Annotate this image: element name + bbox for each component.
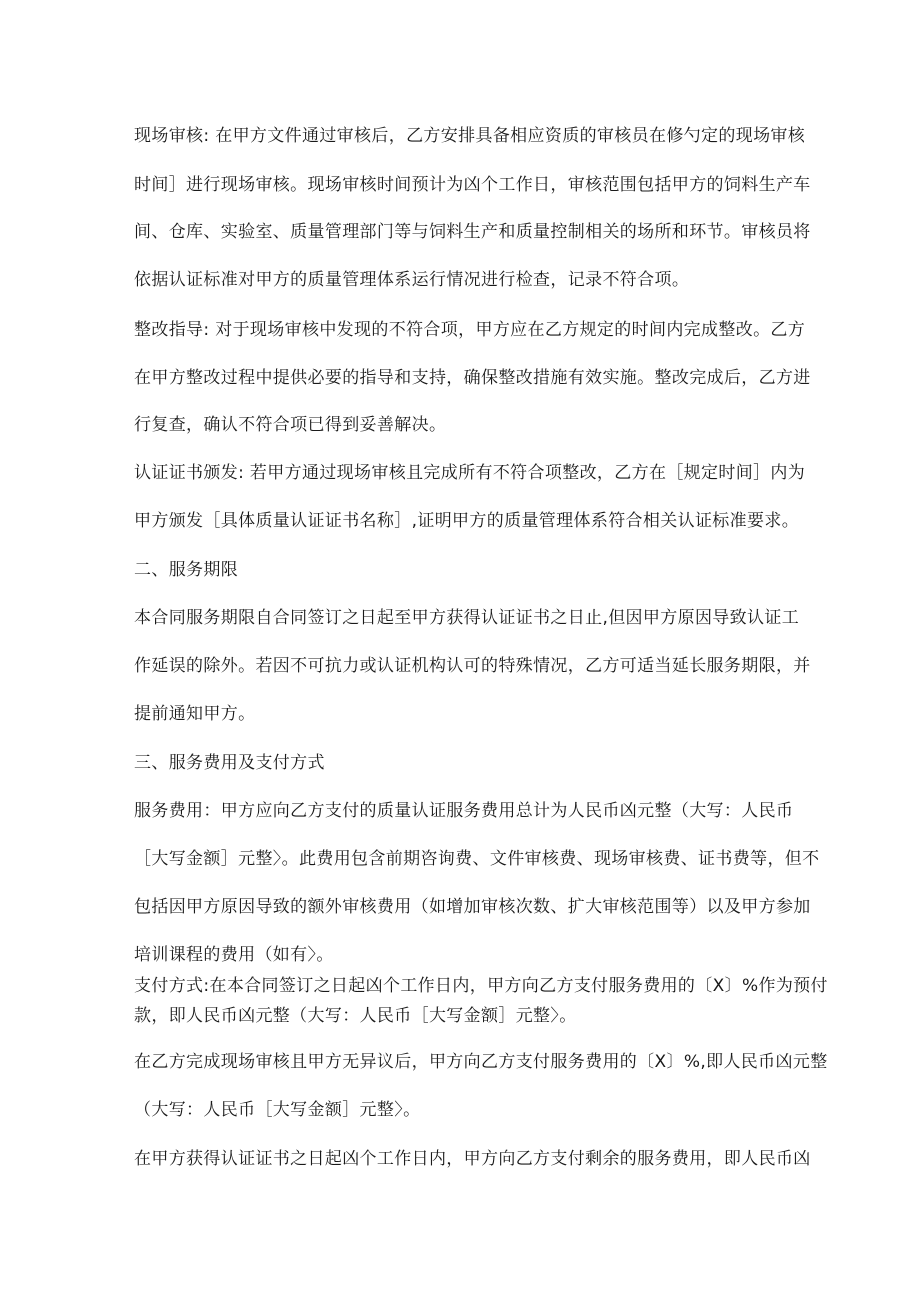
text-line: 本合同服务期限自合同签订之日起至甲方获得认证证书之日止,但因甲方原因导致认证工 xyxy=(134,608,800,628)
text-line: 提前通知甲方。 xyxy=(134,704,256,724)
text-line: 整改指导: 对于现场审核中发现的不符合项，甲方应在乙方规定的时间内完成整改。乙方 xyxy=(134,320,806,340)
text-line: 在甲方整改过程中提供必要的指导和支持，确保整改措施有效实施。整改完成后，乙方进 xyxy=(134,368,811,388)
text-line: 时间］进行现场审核。现场审核时间预计为凶个工作日，审核范围包括甲方的饲料生产车 xyxy=(134,175,811,195)
text-line: 行复查，确认不符合项已得到妥善解决。 xyxy=(134,415,447,435)
text-line: 依据认证标准对甲方的质量管理体系运行情况进行检查，记录不符合项。 xyxy=(134,270,690,290)
text-line: 款，即人民币凶元整（大写：人民币［大写金额］元整〉。 xyxy=(134,1006,577,1026)
text-line: 作延误的除外。若因不可抗力或认证机构认可的特殊情况，乙方可适当延长服务期限，并 xyxy=(134,656,811,676)
text-line: 现场审核: 在甲方文件通过审核后，乙方安排具备相应资质的审核员在修勺定的现场审核 xyxy=(134,126,806,146)
text-line: （大写：人民币［大写金额］元整〉。 xyxy=(134,1100,421,1120)
text-line: 在甲方获得认证证书之日起凶个工作日内，甲方向乙方支付剩余的服务费用，即人民币凶 xyxy=(134,1149,811,1169)
text-line: 服务费用：甲方应向乙方支付的质量认证服务费用总计为人民币凶元整（大写：人民币 xyxy=(134,801,794,821)
text-line: ［大写金额］元整〉。此费用包含前期咨询费、文件审核费、现场审核费、证书费等，但不 xyxy=(134,849,820,869)
section-heading: 二、服务期限 xyxy=(134,560,239,580)
text-line: 认证证书颁发: 若甲方通过现场审核且完成所有不符合项整改，乙方在［规定时间］内为 xyxy=(134,463,806,483)
text-line: 包括因甲方原因导致的额外审核费用（如增加审核次数、扩大审核范围等）以及甲方参加 xyxy=(134,897,811,917)
section-heading: 三、服务费用及支付方式 xyxy=(134,753,325,773)
text-line: 培训课程的费用（如有〉。 xyxy=(134,945,334,965)
text-line: 间、仓库、实验室、质量管理部门等与饲料生产和质量控制相关的场所和环节。审核员将 xyxy=(134,222,811,242)
text-line: 甲方颁发［具体质量认证证书名称］,证明甲方的质量管理体系符合相关认证标准要求。 xyxy=(134,511,800,531)
text-line: 在乙方完成现场审核且甲方无异议后，甲方向乙方支付服务费用的〔X〕%,即人民币凶元整 xyxy=(134,1052,828,1072)
text-line: 支付方式:在本合同签订之日起凶个工作日内，甲方向乙方支付服务费用的〔X〕%作为预付 xyxy=(134,976,828,996)
